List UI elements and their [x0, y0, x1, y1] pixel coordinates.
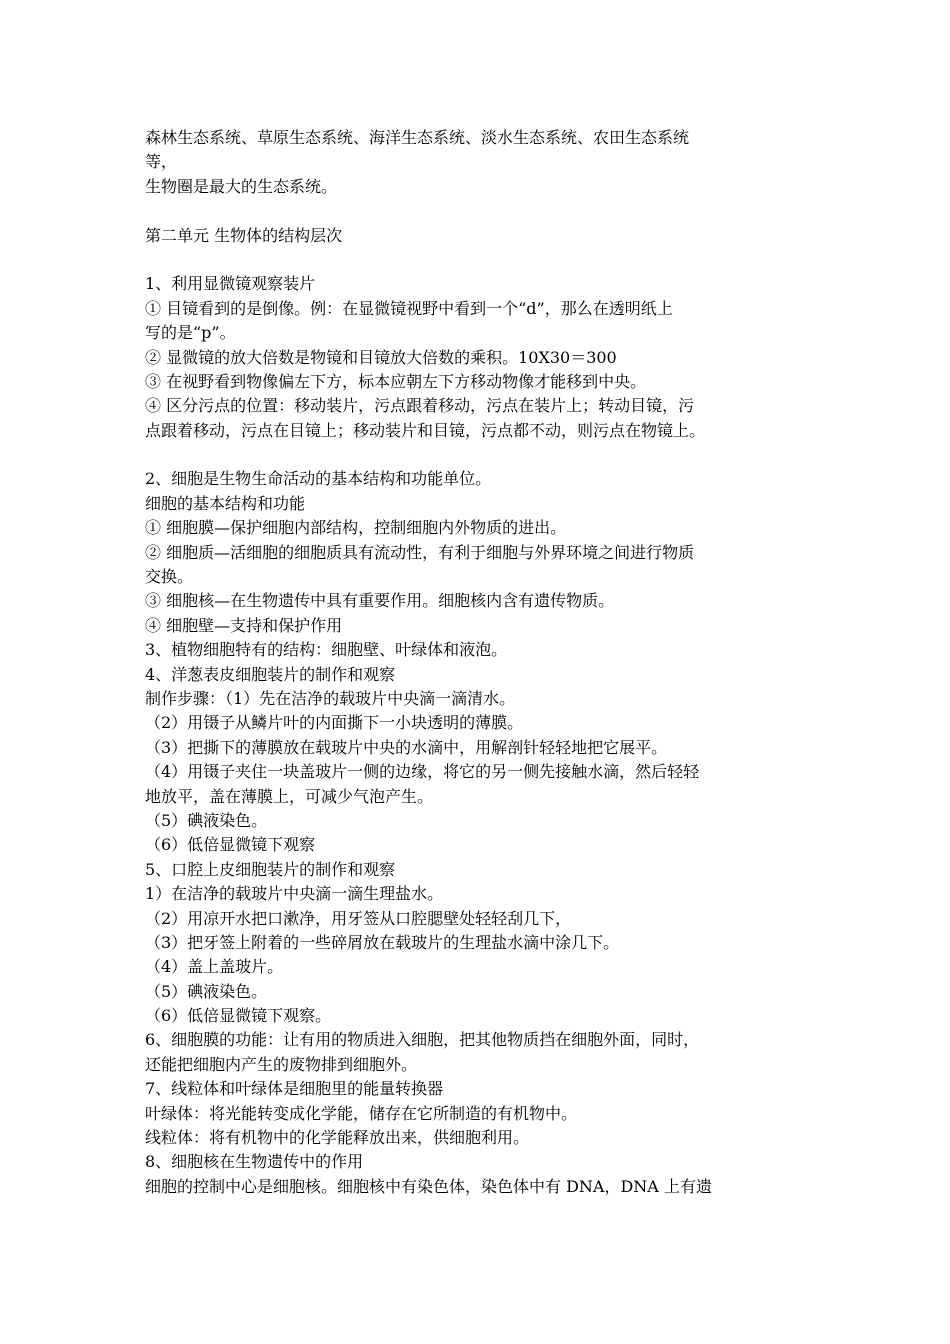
section-heading: 8、细胞核在生物遗传中的作用 — [145, 1152, 364, 1172]
section-heading: 4、洋葱表皮细胞装片的制作和观察 — [145, 664, 396, 684]
text-line: 1）在洁净的载玻片中央滴一滴生理盐水。 — [145, 884, 444, 904]
text-line: ④ 细胞壁—支持和保护作用 — [145, 615, 343, 635]
text-line: ② 细胞质—活细胞的细胞质具有流动性，有利于细胞与外界环境之间进行物质 — [145, 542, 695, 562]
text-line: 线粒体：将有机物中的化学能释放出来，供细胞利用。 — [145, 1128, 530, 1148]
blank-line — [145, 248, 825, 272]
text-line: （3）把撕下的薄膜放在载玻片中央的水滴中，用解剖针轻轻地把它展平。 — [145, 737, 668, 757]
section-heading: 1、利用显微镜观察装片 — [145, 274, 316, 294]
text-line: 地放平，盖在薄膜上，可减少气泡产生。 — [145, 786, 434, 806]
section-heading: 7、线粒体和叶绿体是细胞里的能量转换器 — [145, 1079, 444, 1099]
document-page — [145, 126, 825, 1199]
section-heading: 5、口腔上皮细胞装片的制作和观察 — [145, 859, 396, 879]
section-heading: 2、细胞是生物生命活动的基本结构和功能单位。 — [145, 469, 492, 489]
intro-paragraph — [145, 126, 825, 199]
blank-line — [145, 199, 825, 223]
section-heading: 6、细胞膜的功能：让有用的物质进入细胞，把其他物质挡在细胞外面，同时， — [145, 1030, 700, 1050]
text-line: 叶绿体：将光能转变成化学能，储存在它所制造的有机物中。 — [145, 1103, 578, 1123]
text-line: 细胞的基本结构和功能 — [145, 493, 306, 513]
text-line: （4）盖上盖玻片。 — [145, 957, 284, 977]
text-line: 交换。 — [145, 567, 194, 587]
text-line: （5）碘液染色。 — [145, 981, 268, 1001]
section-cell — [145, 467, 825, 1199]
text-line: ③ 细胞核—在生物遗传中具有重要作用。细胞核内含有遗传物质。 — [145, 591, 615, 611]
text-line: （6）低倍显微镜下观察 — [145, 835, 316, 855]
section-heading: 3、植物细胞特有的结构：细胞壁、叶绿体和液泡。 — [145, 640, 508, 660]
text-line: 生物圈是最大的生态系统。 — [145, 176, 338, 196]
text-line: （6）低倍显微镜下观察。 — [145, 1006, 332, 1026]
text-line: （2）用镊子从鳞片叶的内面撕下一小块透明的薄膜。 — [145, 713, 524, 733]
text-line: ④ 区分污点的位置：移动装片，污点跟着移动，污点在装片上；转动目镜，污 — [145, 396, 695, 416]
blank-line — [145, 443, 825, 467]
text-line: （3）把牙签上附着的一些碎屑放在载玻片的生理盐水滴中涂几下。 — [145, 932, 620, 952]
unit-title: 第二单元 生物体的结构层次 — [145, 225, 343, 245]
text-line: 森林生态系统、草原生态系统、海洋生态系统、淡水生态系统、农田生态系统 — [145, 128, 690, 147]
text-line: （2）用凉开水把口漱净，用牙签从口腔腮壁处轻轻刮几下， — [145, 908, 572, 928]
text-line: 点跟着移动，污点在目镜上；移动装片和目镜，污点都不动，则污点在物镜上。 — [145, 420, 706, 440]
text-line: ① 细胞膜—保护细胞内部结构，控制细胞内外物质的进出。 — [145, 518, 567, 538]
text-line: 写的是“p”。 — [145, 323, 236, 343]
text-line: 制作步骤：（1）先在洁净的载玻片中央滴一滴清水。 — [145, 688, 516, 708]
text-line: （4）用镊子夹住一块盖玻片一侧的边缘，将它的另一侧先接触水滴，然后轻轻 — [145, 762, 700, 782]
text-line: 还能把细胞内产生的废物排到细胞外。 — [145, 1054, 418, 1074]
text-line: 细胞的控制中心是细胞核。细胞核中有染色体，染色体中有 DNA，DNA 上有遗 — [145, 1176, 712, 1196]
text-line: ③ 在视野看到物像偏左下方，标本应朝左下方移动物像才能移到中央。 — [145, 371, 647, 391]
text-line: ① 目镜看到的是倒像。例：在显微镜视野中看到一个“d”，那么在透明纸上 — [145, 298, 673, 318]
text-line: （5）碘液染色。 — [145, 810, 268, 830]
text-line: 等， — [145, 152, 178, 172]
text-line: ② 显微镜的放大倍数是物镜和目镜放大倍数的乘积。10X30＝300 — [145, 347, 617, 367]
section-microscope — [145, 272, 825, 443]
